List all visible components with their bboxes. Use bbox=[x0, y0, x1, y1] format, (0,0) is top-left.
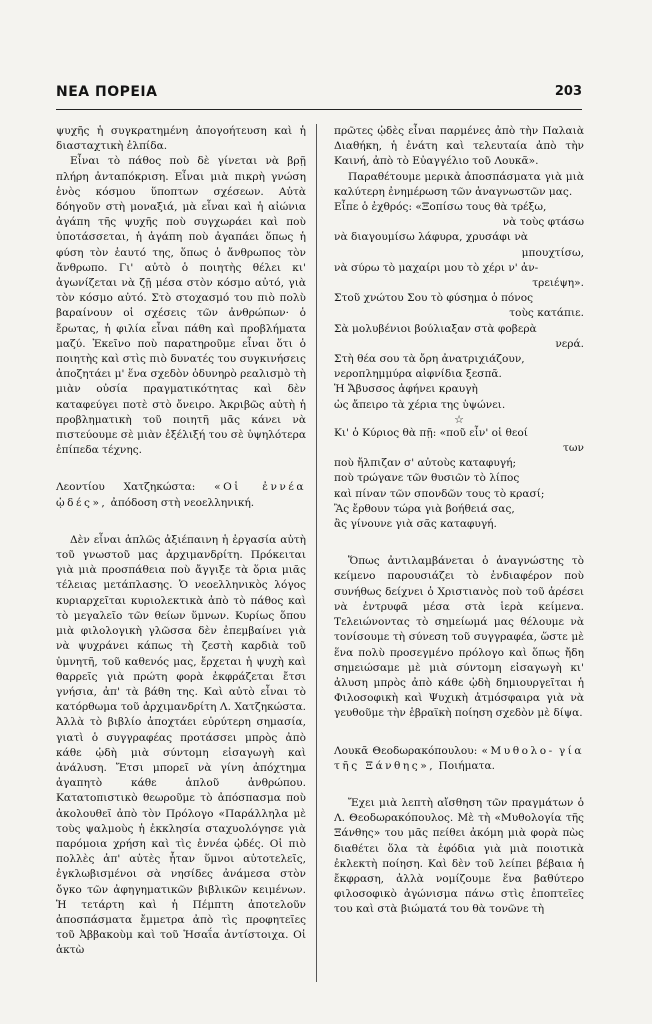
review-heading bbox=[334, 744, 584, 774]
verse-line: ποὺ ἤλπιζαν σ' αὐτοὺς καταφυγή; bbox=[334, 457, 517, 470]
column-divider bbox=[316, 124, 317, 982]
review-author: Λεοντίου Χατζηκώστα: bbox=[56, 481, 196, 494]
review-book-title: «Οἱ ἐννέα ᾠδές», bbox=[56, 481, 306, 509]
verse-line: καὶ πίναν τῶν σπονδῶν τους τὸ κρασί; bbox=[334, 487, 545, 500]
verse-line: μπουχτίσω, bbox=[521, 246, 584, 259]
paragraph: πρῶτες ᾠδὲς εἶναι παρμένες ἀπὸ τὴν Παλαιὰ Διαθήκη, ἡ ἐνάτη καὶ τελευταία ἀπὸ τὴν Καινή, ἀπὸ τὸ Εὐαγγέλιο τοῦ Λουκᾶ». bbox=[334, 125, 584, 168]
review-book-title: «Μυθολο- bbox=[481, 744, 555, 757]
paragraph: Παραθέτουμε μερικὰ ἀποσπάσματα γιὰ μιὰ καλύτερη ἐνημέρωση τῶν ἀναγνωστῶν μας. bbox=[334, 170, 584, 198]
verse-line: Κι' ὁ Κύριος θὰ πῇ: «ποῦ εἶν' οἱ θεοί bbox=[334, 426, 528, 439]
review-book-subtitle: Ποιήματα. bbox=[438, 759, 495, 772]
verse-line: Σὰ μολυβένιοι βούλιαξαν στὰ φοβερὰ bbox=[334, 322, 537, 335]
verse-line: Στὴ θέα σου τὰ ὄρη ἀνατριχιάζουν, bbox=[334, 353, 525, 366]
paragraph: Δὲν εἶναι ἁπλῶς ἀξιέπαινη ἡ ἐργασία αὐτὴ τοῦ γνωστοῦ μας ἀρχιμανδρίτη. Πρόκειται γιὰ μιὰ προσπάθεια ποὺ ἄγγιξε τὰ ὅρια μιᾶς τέλειας μετάπλασης. Ὁ νεοελληνικὸς λόγος κυριαρχεῖται κυριολεκτικὰ ἀπὸ τὸ πάθος καὶ τὸ μεγαλεῖο τῶν θείων ὕμνων. Κυρίως ὅπου μιὰ φιλολογικὴ γλῶσσα δὲν ἐπεμβαίνει γιὰ νὰ ψυχράνει κάπως τὴ ζεστὴ καρδιὰ τοῦ ὑμνητῆ, τοῦ καθενός μας, ἔρχεται ἡ ψυχὴ καὶ θαρρεῖς γιὰ πρώτη φορὰ ἐκφράζεται ἔτσι γνήσια, ἀπ' τὰ βάθη της. Καὶ αὐτὸ εἶναι τὸ κατόρθωμα τοῦ ἀρχιμανδρίτη Λ. Χατζηκώστα. Ἀλλὰ τὸ βιβλίο ἀποχτάει εὐρύτερη σημασία, γιατὶ ὁ συγγραφέας προτάσσει μπρὸς ἀπὸ κάθε ᾠδὴ μιὰ σύντομη εἰσαγωγὴ καὶ ἀνάλυση. Ἔτσι μπορεῖ νὰ γίνη ἀπόχτημα ἀγαπητὸ κάθε ἁπλοῦ ἀνθρώπου. Κατατοπιστικὸ θεωροῦμε τὸ ἀπόσπασμα ποὺ ἀκολουθεῖ ἀπὸ τὸν Πρόλογο «Παράλληλα μὲ τοὺς ψαλμοὺς ἡ ἐκκλησία σταχυολόγησε γιὰ παρόμοια χρήση καὶ τὶς ἐννέα ᾠδές. Οἱ πιὸ πολλὲς ἀπ' αὐτὲς ἦταν ὕμνοι αὐτοτελεῖς, ἐγκλωβισμένοι σὰ νησίδες ἀνάμεσα στὸν ὄγκο τῶν ἀφηγηματικῶν βιβλικῶν κειμένων. Ἡ τετάρτη καὶ ἡ Πέμπτη ἀποτελοῦν ἀποσπάσματα ἔμμετρα ἀπὸ τὶς προφητεῖες τοῦ Ἀββακοὺμ καὶ τοῦ Ἡσαΐα ἀντίστοιχα. Οἱ ἀκτὼ bbox=[56, 533, 306, 957]
verse-excerpt-3 bbox=[334, 426, 584, 532]
review-heading bbox=[56, 480, 306, 510]
star-ornament-icon: ☆ bbox=[454, 412, 464, 426]
review-book-subtitle: ἀπόδοση στὴ νεοελληνική. bbox=[110, 496, 255, 509]
running-title: ΝΕΑ ΠΟΡΕΙΑ bbox=[56, 84, 158, 100]
verse-line: Ἡ Ἄβυσσος ἀφήνει κραυγὴ bbox=[334, 383, 478, 396]
verse-line: τοὺς κατάπιε. bbox=[509, 307, 584, 320]
verse-line: ἂς γίνουνε γιὰ σᾶς καταφυγή. bbox=[334, 518, 497, 531]
verse-excerpt-2 bbox=[334, 352, 584, 413]
paragraph: Ἔχει μιὰ λεπτὴ αἴσθηση τῶν πραγμάτων ὁ Λ. Θεοδωρακόπουλος. Μὲ τὴ «Μυθολογία τῆς Ξάνθης» του μᾶς πείθει ἀκόμη μιὰ φορὰ πὼς διαθέτει ὅλα τὰ ἐφόδια γιὰ μιὰ ποιοτικὰ ἐκλεκτὴ ποίηση. Καὶ δὲν τοῦ λείπει βέβαια ἡ ἔκφραση, ἀλλὰ νομίζουμε ἕνα βαθύτερο φιλοσοφικὸ ἀγώνισμα πάνω στὶς ἐποπτεῖες του καὶ στὰ βιώματά του θὰ τονῶνε τὴ bbox=[334, 796, 584, 916]
verse-line: νεροπλημμύρα αἰφνίδια ξεσπᾶ. bbox=[334, 368, 502, 381]
verse-line: τρειέψη». bbox=[532, 277, 584, 290]
verse-line: νὰ σύρω τὸ μαχαίρι μου τὸ χέρι ν' ἀν- bbox=[334, 261, 539, 274]
page-header bbox=[56, 84, 582, 106]
verse-line: νὰ διαγουμίσω λάφυρα, χρυσάφι νὰ bbox=[334, 231, 528, 244]
verse-line: των bbox=[563, 442, 584, 455]
verse-line: Ἂς ἔρθουν τώρα γιὰ βοήθειά σας, bbox=[334, 502, 515, 515]
header-rule bbox=[56, 109, 582, 110]
verse-excerpt-1 bbox=[334, 200, 584, 352]
verse-line: Στοῦ χνώτου Σου τὸ φύσημα ὁ πόνος bbox=[334, 292, 534, 305]
verse-line: νερά. bbox=[555, 337, 584, 350]
verse-line: ὡς ἄπειρο τὰ χέρια της ὑψώνει. bbox=[334, 398, 506, 411]
right-column bbox=[334, 124, 584, 918]
review-book-title-cont: γία τῆς Ξάνθης», bbox=[334, 744, 584, 772]
verse-line: ποὺ τρώγανε τῶν θυσιῶν τὸ λίπος bbox=[334, 472, 520, 485]
verse-line: νὰ τοὺς φτάσω bbox=[502, 216, 584, 229]
paragraph: ψυχῆς ἡ συγκρατημένη ἀπογοήτευση καὶ ἡ διασταχτικὴ ἐλπίδα. bbox=[56, 125, 306, 153]
left-column bbox=[56, 124, 306, 959]
verse-line: Εἶπε ὁ ἐχθρός: «Ξοπίσω τους θὰ τρέξω, bbox=[334, 201, 547, 214]
paragraph: Εἶναι τὸ πάθος ποὺ δὲ γίνεται νὰ βρῇ πλήρη ἀνταπόκριση. Εἶναι μιὰ πικρὴ γνώση ἑνὸς κόσμου ὕποπτων σχέσεων. Αὐτὰ δόηγοῦν στὴ μοναξιά, μὰ εἶναι καὶ ἡ αἰώνια ἀγάπη τῆς ψυχῆς ποὺ συγχωράει καὶ ποὺ ὑποτάσσεται, ἡ ἀγάπη ποὺ ἀγαπάει ὅπως ἡ φύση τὸν ἑαυτό της, ὅπως ὁ ἄνθρωπος τὸν ἄνθρωπο. Γι' αὐτὸ ὁ ποιητὴς θέλει κι' ἀγωνίζεται νὰ ζῇ μέσα στὸν κόσμο αὐτό, γιὰ τὸν κόσμο αὐτό. Στὸ στοχασμό του πιὸ πολὺ βαραίνουν οἱ σχέσεις τῶν ἀνθρώπων· ὁ ἔρωτας, ἡ φιλία εἶναι πάθη καὶ προβλήματα μαζύ. Ἐκεῖνο ποὺ παρατηροῦμε εἶναι ὅτι ὁ ποιητὴς καὶ στὶς πιὸ δυνατές του συγκινήσεις ἀποζητάει μ' ἕνα σχεδὸν ὀδυνηρὸ ρεαλισμὸ τὴ μιὰν οὐσία πραγματικότητας καὶ δὲν καταφεύγει ποτὲ στὸ ὄνειρο. Ἀκριβῶς αὐτὴ ἡ προβληματικὴ τοῦ ποιητῆ μᾶς κάνει νὰ πιστεύουμε σὲ μιὰν ἐξέλιξή του σὲ ὑψηλότερα ἐπίπεδα τέχνης. bbox=[56, 155, 306, 457]
paragraph: Ὅπως ἀντιλαμβάνεται ὁ ἀναγνώστης τὸ κείμενο παρουσιάζει τὸ ἐνδιαφέρον ποὺ συνήθως δείχνει ὁ Χριστιανὸς ποὺ τοῦ ἀρέσει νὰ ἐντρυφᾶ μέσα στὰ ἱερὰ κείμενα. Τελειώνοντας τὸ σημείωμά μας θέλουμε νὰ τονίσουμε τὴ σύνεση τοῦ συγγραφέα, ὥστε μὲ ἕνα πολὺ προσεγμένο πρόλογο καὶ ὅπως ἤδη σημειώσαμε μὲ μιὰ σύντομη εἰσαγωγὴ κι' ἀλυση μπρὸς ἀπὸ κάθε ᾠδὴ δημιουργεῖται ἡ Φιλοσοφικὴ καὶ Ψυχικὴ ἀτμόσφαιρα γιὰ νὰ γευθοῦμε τὴν ἑβραϊκὴ ποίηση σχεδὸν μὲ δίψα. bbox=[334, 555, 584, 720]
review-author: Λουκᾶ Θεοδωρακόπουλου: bbox=[334, 744, 478, 757]
page-number: 203 bbox=[554, 84, 582, 99]
